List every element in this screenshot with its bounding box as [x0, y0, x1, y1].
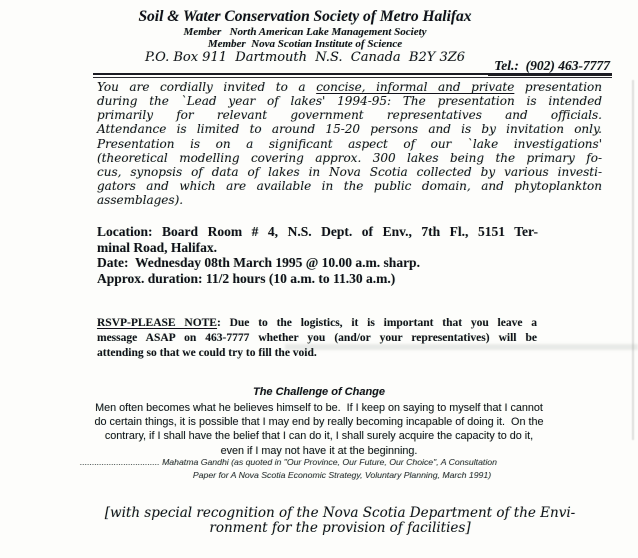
invitation-line: [97, 80, 602, 94]
quote-block: [59, 386, 579, 458]
quote-line: contrary, if I shall have the belief that I can do it, I shall surely acquire the capacity to do it,: [104, 430, 534, 443]
quote-title: The Challenge of Change: [252, 386, 385, 398]
rsvp-label: RSVP-PLEASE NOTE: [97, 317, 217, 329]
date-line: Date: Wednesday 08th March 1995 @ 10.00 a.m. sharp.: [97, 255, 420, 271]
rsvp-line-1: [97, 316, 537, 331]
invitation-line: assemblages).: [97, 193, 184, 208]
letterhead-telephone: Tel.: (902) 463-7777: [488, 58, 612, 76]
footer-line-1: [with special recognition of the Nova Scotia Department of the Envi-: [104, 505, 576, 521]
location-line-2: minal Road, Halifax.: [97, 239, 218, 255]
invitation-line: Attendance is limited to around 15-20 persons and is by invitation only.: [97, 122, 602, 137]
invitation-line1-post: presentation: [514, 80, 602, 94]
rsvp-line-3: attending so that we could try to fill the void.: [97, 347, 317, 360]
rsvp-line1-rest: : Due to the logistics, it is important that you leave a: [216, 317, 537, 329]
invitation-line: Presentation is on a significant aspect of our `lake investigations': [97, 136, 602, 151]
invitation-line: during the `Lead year of lakes' 1994-95: The presentation is intended: [97, 94, 602, 109]
quote-attribution: [80, 456, 510, 482]
scan-edge-artifact: [632, 80, 634, 440]
invitation-line: gators and which are available in the public domain, and phytoplankton: [97, 179, 602, 194]
letterhead-member-line-2: Member Nova Scotian Institute of Science: [207, 38, 403, 50]
attribution-line-1: ................................. Mahatma Gandhi (as quoted in "Our Province, Our Future, Our Choice", A Consultation: [80, 457, 497, 467]
invitation-paragraph: [97, 80, 602, 207]
rsvp-note-block: [97, 316, 537, 362]
invitation-line: (theoretical modelling covering approx. 300 lakes being the primary fo-: [97, 150, 602, 165]
footer-line-2: ronment for the provision of facilities]: [209, 520, 471, 536]
attribution-line-2: Paper for A Nova Scotia Economic Strategy, Voluntary Planning, March 1991): [192, 470, 492, 480]
quote-line: even if I may not have it at the beginning.: [220, 444, 418, 457]
letterhead-title: Soil & Water Conservation Society of Metro Halifax: [138, 8, 472, 25]
invitation-line: cus, synopsis of data of lakes in Nova Scotia collected by various investi-: [97, 164, 602, 179]
duration-line: Approx. duration: 11/2 hours (10 a.m. to 11.30 a.m.): [97, 271, 396, 287]
scan-smudge-artifact: [285, 344, 638, 350]
footer-note: [40, 506, 638, 536]
meeting-details-block: [97, 224, 538, 287]
invitation-line: primarily for relevant government representatives and officials.: [97, 108, 602, 123]
letterhead-member-line-1: Member North American Lake Management Society: [183, 26, 427, 38]
rsvp-line-2: message ASAP on 463-7777 whether you (and/or your representatives) will be: [97, 332, 537, 345]
quote-line: do certain things, it is possible that I may end by really becoming incapable of doing it. On the: [94, 416, 544, 429]
letterhead-double-rule: [93, 73, 612, 78]
letterhead-address: P.O. Box 911 Dartmouth N.S. Canada B2Y 3Z6: [144, 50, 466, 65]
quote-line: Men often becomes what he believes himself to be. If I keep on saying to myself that I cannot: [95, 402, 543, 414]
invitation-line1-underlined-phrase: concise, informal and private: [316, 80, 515, 94]
location-line-1: Location: Board Room # 4, N.S. Dept. of Env., 7th Fl., 5151 Ter-: [97, 224, 538, 239]
invitation-line1-pre: You are cordially invited to a: [97, 80, 317, 94]
